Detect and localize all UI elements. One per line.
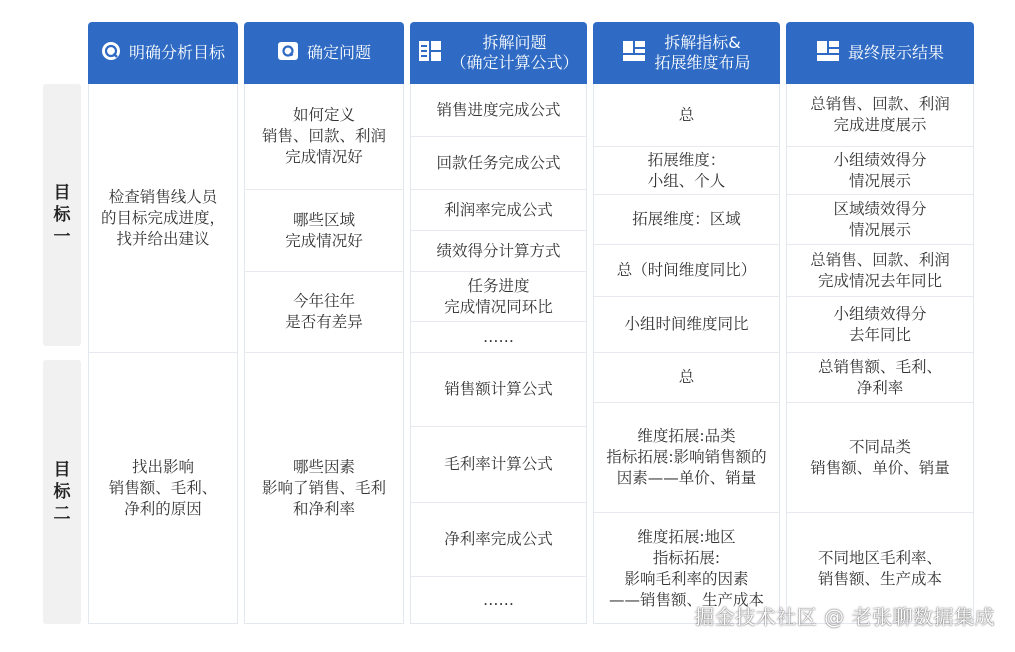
formula-cell: 毛利率计算公式 <box>411 426 586 502</box>
goal-cell: 检查销售线人员 的目标完成进度， 找并给出建议 <box>100 187 225 248</box>
formula-cell: 销售进度完成公式 <box>436 100 561 119</box>
result-cell: 总销售额、毛利、 净利率 <box>787 352 973 402</box>
question-cell: 如何定义 销售、回款、利润 完成情况好 <box>261 106 386 166</box>
dimension-cell: 小组时间维度同比 <box>594 296 779 352</box>
result-cell: 总销售、回款、利润 完成进度展示 <box>810 95 950 134</box>
question-cell: 哪些因素 影响了销售、毛利 和净利率 <box>245 352 403 624</box>
column-final-results <box>786 84 974 624</box>
question-box-icon <box>277 41 299 66</box>
column-metrics-dimensions <box>593 84 780 624</box>
formula-blocks-icon <box>418 40 442 67</box>
watermark: 掘金技术社区 @ 老张聊数据集成 <box>694 605 995 629</box>
formula-cell: 利润率完成公式 <box>411 189 586 230</box>
dimension-cell: 维度拓展:地区 指标拓展: 影响毛利率的因素 ——销售额、生产成本 <box>594 512 779 624</box>
header-analysis-goal: 明确分析目标 <box>88 22 238 84</box>
header-final-results: 最终展示结果 <box>786 22 974 84</box>
formula-cell: 销售额计算公式 <box>411 352 586 426</box>
result-cell: 总销售、回款、利润 完成情况去年同比 <box>787 244 973 296</box>
formula-cell: 任务进度 完成情况同环比 <box>411 271 586 321</box>
column-define-question <box>244 84 404 624</box>
dimension-cell: 维度拓展:品类 指标拓展:影响销售额的 因素——单价、销量 <box>594 402 779 512</box>
header-break-down-question: 拆解问题 （确定计算公式） <box>410 22 587 84</box>
dimension-cell: 拓展维度：区域 <box>594 194 779 244</box>
header-metrics-dimensions: 拆解指标& 拓展维度布局 <box>593 22 780 84</box>
dashboard-grid-icon <box>816 40 840 67</box>
result-cell: 不同品类 销售额、单价、销量 <box>787 402 973 512</box>
formula-cell: 绩效得分计算方式 <box>411 230 586 271</box>
formula-cell: 回款任务完成公式 <box>411 136 586 189</box>
result-cell: 小组绩效得分 去年同比 <box>787 296 973 352</box>
column-break-down-question <box>410 84 587 624</box>
result-cell: 不同地区毛利率、 销售额、生产成本 <box>787 512 973 624</box>
result-cell: 区域绩效得分 情况展示 <box>787 194 973 244</box>
layout-grid-icon <box>622 40 646 67</box>
dimension-cell: 总（时间维度同比） <box>594 244 779 296</box>
question-cell: 哪些区域 完成情况好 <box>245 189 403 271</box>
goal-one-label: 目 标 一 <box>43 84 81 346</box>
dimension-cell: 总 <box>678 105 695 124</box>
question-cell: 今年往年 是否有差异 <box>245 271 403 352</box>
formula-cell: 净利率完成公式 <box>411 502 586 576</box>
goal-cell: 找出影响 销售额、毛利、 净利的原因 <box>89 352 237 624</box>
column-analysis-goal <box>88 84 238 624</box>
dimension-cell: 拓展维度： 小组、个人 <box>594 146 779 194</box>
goal-two-label: 目 标 二 <box>43 360 81 624</box>
formula-cell: …… <box>411 321 586 352</box>
target-q-icon <box>101 41 121 66</box>
result-cell: 小组绩效得分 情况展示 <box>787 146 973 194</box>
dimension-cell: 总 <box>594 352 779 402</box>
formula-cell: …… <box>411 576 586 624</box>
header-define-question: 确定问题 <box>244 22 404 84</box>
